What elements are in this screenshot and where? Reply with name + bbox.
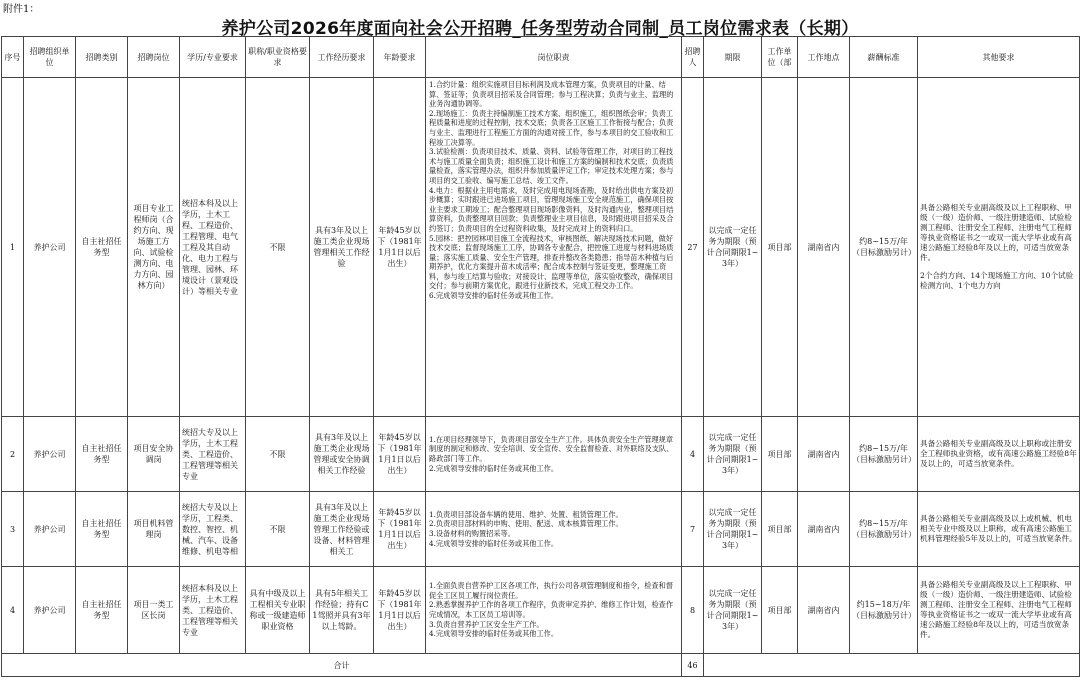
cell-duty	[426, 567, 682, 654]
cell-org: 养护公司	[24, 567, 76, 654]
cell-place: 湖南省内	[798, 492, 850, 567]
cell-salary: 约15~18万/年（目标激励另计）	[850, 567, 918, 654]
cell-unit: 项目部	[762, 492, 798, 567]
recruitment-table	[1, 36, 1080, 677]
cell-term: 以完成一定任务为期限（预计合同期限1~3年）	[704, 417, 762, 492]
cell-org: 养护公司	[24, 78, 76, 417]
other-line: 具备公路相关专业副高级及以上或机械、机电相关专业中级及以上职称，或有高速公路施工机料管理经验5年及以上的，可适当放宽条件。	[920, 514, 1077, 543]
total-empty	[704, 654, 1080, 677]
cell-other	[918, 78, 1080, 417]
duty-line: 2.负责项目部材料的申购、使用、配送、成本核算管理工作。	[429, 519, 623, 529]
table-row	[2, 78, 1080, 417]
cell-edu: 统招大专及以上学历，工程类、数控、智控、机械、汽车、设备维修、机电等相	[180, 492, 246, 567]
col-qual: 职称/职业资格要求	[246, 37, 310, 78]
cell-post: 项目安全协调岗	[128, 417, 180, 492]
cell-unit: 项目部	[762, 417, 798, 492]
cell-other	[918, 567, 1080, 654]
cell-org: 养护公司	[24, 492, 76, 567]
cell-type: 自主社招任务型	[76, 567, 128, 654]
cell-no: 3	[2, 492, 24, 567]
table-row	[2, 417, 1080, 492]
col-post: 招聘岗位	[128, 37, 180, 78]
duty-line: 1.在项目经理领导下，负责项目部安全生产工作。具体负责安全生产管理规章制度的制定和修改、安全培训、安全宣传、安全监督检查、对外联络及支队、路政部门等工作。	[429, 434, 674, 463]
col-count: 招聘人	[682, 37, 704, 78]
cell-salary: 约8~15万/年（目标激励另计）	[850, 417, 918, 492]
table-row	[2, 567, 1080, 654]
cell-post: 项目一类工区长岗	[128, 567, 180, 654]
cell-term: 以完成一定任务为期限（预计合同期限1~3年）	[704, 492, 762, 567]
table-row	[2, 492, 1080, 567]
cell-post: 项目专业工程师岗（合约方向、现场施工方向、试验检测方向、电力方向、园林方向）	[128, 78, 180, 417]
cell-age: 年龄45岁以下（1981年1月1日以后出生）	[374, 492, 426, 567]
cell-qual: 不限	[246, 78, 310, 417]
cell-type: 自主社招任务型	[76, 78, 128, 417]
duty-line: 3.设备材料的购置招采等。	[429, 529, 515, 538]
cell-no: 1	[2, 78, 24, 417]
cell-salary: 约8~15万/年（目标激励另计）	[850, 78, 918, 417]
cell-no: 4	[2, 567, 24, 654]
col-org: 招聘组织单位	[24, 37, 76, 78]
duty-line: 4.完成领导安排的临时任务或其他工作。	[429, 538, 559, 548]
cell-exp: 具有3年及以上施工类企业现场管理相关工作经验	[310, 78, 374, 417]
duty-line: 4.电力：根据业主用电需求，及时完成用电现场查勘，及时给出供电方案及初步概算；实时跟进已进场施工项目，管理现场施工安全规范施工，确保项目按业主要求工期竣工；配合整理项目现场影像资料，及时沟通内业，整理项目结算资料，负责整理项目回款；负责整理业主项目信息，及时跟进项目招采及合约签订；负责项目的全过程资料收集，及时完成对上的资料归口。	[429, 185, 674, 233]
duty-line: 2.现场施工：负责主持编制施工技术方案、组织施工，组织图纸会审；负责工程质量和进度的过程控制，技术交底；负责各工区施工工作衔接与配合；负责与业主、监理进行工程施工方面的沟通对接工作，参与本项目的交工验收和工程竣工决算等。	[429, 108, 674, 147]
cell-place: 湖南省内	[798, 78, 850, 417]
cell-other	[918, 417, 1080, 492]
duty-line: 5.园林：把控园林项目施工全流程技术，审核图纸、解决现场技术问题，做好技术交底；监督现场施工工序，协调各专业配合，把控施工进度与材料进场质量；落实施工质量、安全生产管理，排查并整改各类隐患；指导苗木种植与后期养护，优化方案提升苗木成活率；配合成本控制与签证变更，整理施工资料，参与竣工结算与验收；对接设计、监理等单位，落实验收整改，确保项目交付；参与前期方案优化，跟进行业新技术，完成工程交办工作。	[429, 233, 674, 291]
duty-line: 1.全面负责自营养护工区各项工作，执行公司各项管理制度和指令，检查和督促全工区员工履行岗位责任。	[429, 581, 674, 600]
cell-place: 湖南省内	[798, 417, 850, 492]
duty-line: 4.完成领导安排的临时任务或其他工作。	[429, 629, 559, 639]
col-salary: 薪酬标准	[850, 37, 918, 78]
other-line: 具备公路相关专业副高级及以上工程职称、甲级（一级）造价师、一级注册建造师、试验检测工程师、注册安全工程师、注册电气工程师等执业资格证书之一或双一流大学毕业或有高速公路施工经验8年及以上的，可适当放宽条件。	[920, 203, 1072, 262]
cell-qual: 具有中级及以上工程相关专业职称或一级建造师职业资格	[246, 567, 310, 654]
cell-exp: 具有3年及以上施工类企业现场管理或安全协调相关工作经验	[310, 417, 374, 492]
cell-edu: 统招大专及以上学历，土木工程类、工程造价、工程管理等相关专业	[180, 417, 246, 492]
col-type: 招聘类别	[76, 37, 128, 78]
col-term: 期限	[704, 37, 762, 78]
total-label: 合计	[2, 654, 682, 677]
cell-edu: 统招本科及以上学历，土木工程类、工程造价、工程管理等相关专业	[180, 567, 246, 654]
col-exp: 工作经历要求	[310, 37, 374, 78]
total-row	[2, 654, 1080, 677]
cell-exp: 具有5年相关工作经验；持有C1驾照并具有3年以上驾龄。	[310, 567, 374, 654]
cell-unit: 项目部	[762, 78, 798, 417]
cell-org: 养护公司	[24, 417, 76, 492]
col-unit: 工作单位（部	[762, 37, 798, 78]
cell-age: 年龄45岁以下（1981年1月1日以后出生）	[374, 567, 426, 654]
total-count: 46	[682, 654, 704, 677]
cell-term: 以完成一定任务为期限（预计合同期限1~3年）	[704, 567, 762, 654]
other-line: 具备公路相关专业副高级及以上职称或注册安全工程师执业资格，或有高速公路施工经验8年及以上的，可适当放宽条件。	[920, 439, 1077, 468]
duty-line: 3.负责自营养护工区安全生产工作。	[429, 619, 544, 629]
col-no: 序号	[2, 37, 24, 78]
cell-salary: 约8~15万/年（目标激励另计）	[850, 492, 918, 567]
cell-count: 7	[682, 492, 704, 567]
duty-line: 1.合约计量：组织实施项目目标利润及成本管理方案，负责项目的计量、结算、签证等；负责项目招采及合同管理；参与工程决算；负责与业主、监理的业务沟通协调等。	[429, 80, 674, 109]
col-edu: 学历/专业要求	[180, 37, 246, 78]
col-duty: 岗位职责	[426, 37, 682, 78]
cell-type: 自主社招任务型	[76, 492, 128, 567]
cell-unit: 项目部	[762, 567, 798, 654]
cell-edu: 统招本科及以上学历，土木工程、工程造价、工程管理、电气工程及其自动化、电力工程与管理、园林、环境设计（景观设计）等相关专业	[180, 78, 246, 417]
col-place: 工作地点	[798, 37, 850, 78]
cell-type: 自主社招任务型	[76, 417, 128, 492]
other-line: 具备公路相关专业副高级及以上工程职称、甲级（一级）造价师、一级注册建造师、试验检测工程师、注册安全工程师、注册电气工程师等执业资格证书之一或双一流大学毕业或有高速公路施工经验8年及以上的，可适当放宽条件。	[920, 580, 1072, 639]
cell-exp: 具有3年及以上施工类企业现场管理工作经验或设备、材料管理相关工	[310, 492, 374, 567]
header-row	[2, 37, 1080, 78]
duty-line: 3.试验检测：负责项目技术、质量、资料、试验等管理工作，对项目的工程技术与施工质量全面负责；组织施工设计和施工方案的编制和技术交底；负责质量检查，落实管理办法，组织并参加质量评定工作；审定技术处理方案；参与项目的交工验收、编写施工总结、竣工文件。	[429, 147, 674, 185]
cell-count: 27	[682, 78, 704, 417]
col-age: 年龄要求	[374, 37, 426, 78]
cell-no: 2	[2, 417, 24, 492]
duty-line: 1.负责项目部设备车辆的使用、维护、处置、租赁管理工作。	[429, 509, 623, 519]
other-line: 2个合约方向、14个现场施工方向、10个试验检测方向、1个电力方向	[920, 271, 1074, 290]
duty-line: 2.完成领导安排的临时任务或其他工作。	[429, 463, 559, 473]
duty-line: 2.熟悉掌握养护工作的各项工作程序，负责审定养护、维修工作计划，检查作完成情况，本工区员工培训等。	[429, 600, 674, 619]
cell-duty	[426, 492, 682, 567]
cell-other	[918, 492, 1080, 567]
cell-age: 年龄45岁以下（1981年1月1日以后出生）	[374, 78, 426, 417]
duty-line: 6.完成领导安排的临时任务或其他工作。	[429, 291, 559, 301]
cell-count: 8	[682, 567, 704, 654]
cell-duty	[426, 417, 682, 492]
cell-count: 4	[682, 417, 704, 492]
cell-duty	[426, 78, 682, 417]
cell-qual: 不限	[246, 417, 310, 492]
page-title: 养护公司2026年度面向社会公开招聘_任务型劳动合同制_员工岗位需求表（长期）	[221, 19, 859, 39]
cell-post: 项目机料管理岗	[128, 492, 180, 567]
cell-place: 湖南省内	[798, 567, 850, 654]
annex-label: 附件1：	[3, 4, 40, 15]
col-other: 其他要求	[918, 37, 1080, 78]
cell-age: 年龄45岁以下（1981年1月1日以后出生）	[374, 417, 426, 492]
cell-term: 以完成一定任务为期限（预计合同期限1~3年）	[704, 78, 762, 417]
cell-qual: 不限	[246, 492, 310, 567]
